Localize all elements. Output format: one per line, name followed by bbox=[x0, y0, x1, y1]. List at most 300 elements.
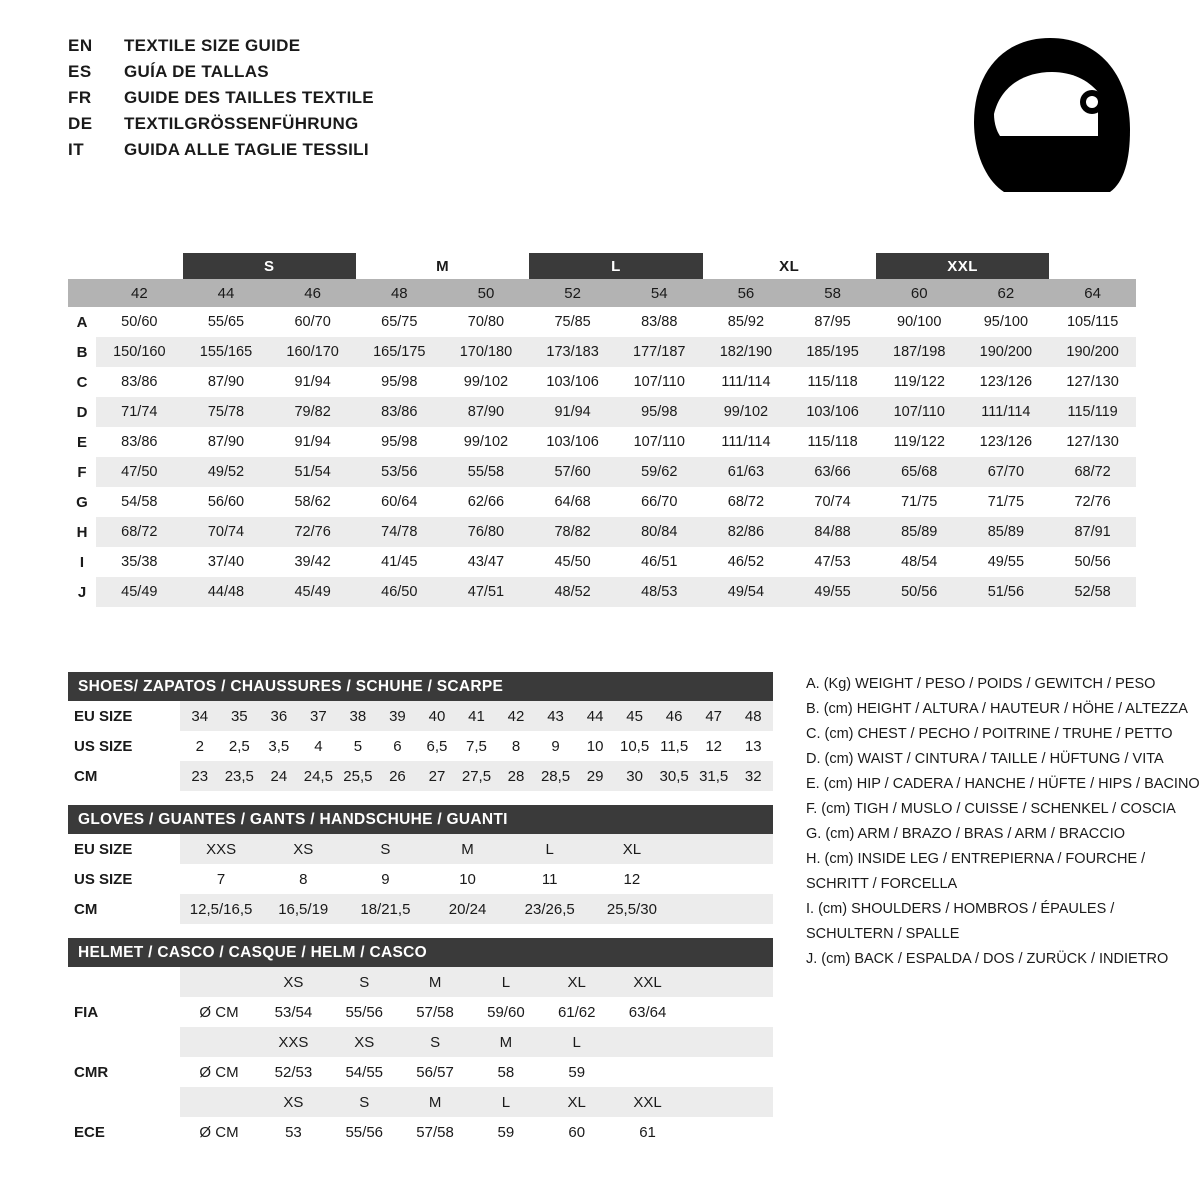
size-cell: 50 bbox=[443, 279, 530, 307]
value-cell-empty bbox=[683, 1027, 773, 1057]
row-label: ECE bbox=[68, 1117, 180, 1147]
empty-cell bbox=[68, 253, 96, 279]
group-cell-l: L bbox=[529, 253, 702, 279]
measure-cell: 119/122 bbox=[876, 427, 963, 457]
measure-cell: 63/66 bbox=[789, 457, 876, 487]
measure-cell: 127/130 bbox=[1049, 367, 1136, 397]
row-label: EU SIZE bbox=[68, 701, 180, 731]
measure-cell: 46/52 bbox=[703, 547, 790, 577]
size-header: S bbox=[400, 1027, 471, 1057]
value-cell: 6 bbox=[378, 731, 418, 761]
measure-cell: 87/90 bbox=[183, 427, 270, 457]
language-row bbox=[68, 36, 768, 62]
value-cell-empty bbox=[683, 997, 773, 1027]
table-row bbox=[68, 1117, 773, 1147]
value-cell: 8 bbox=[496, 731, 536, 761]
measure-cell: 190/200 bbox=[963, 337, 1050, 367]
table-row bbox=[68, 487, 1136, 517]
value-cell: 55/56 bbox=[329, 997, 400, 1027]
measure-cell: 115/119 bbox=[1049, 397, 1136, 427]
legend-entry: B. (cm) HEIGHT / ALTURA / HAUTEUR / HÖHE / ALTEZZA bbox=[806, 701, 1188, 717]
value-cell: 47 bbox=[694, 701, 734, 731]
size-cell: 44 bbox=[183, 279, 270, 307]
measure-cell: 107/110 bbox=[876, 397, 963, 427]
value-cell: 29 bbox=[575, 761, 615, 791]
measure-cell: 190/200 bbox=[1049, 337, 1136, 367]
value-cell: 44 bbox=[575, 701, 615, 731]
table-row bbox=[68, 864, 773, 894]
size-header: L bbox=[470, 967, 541, 997]
measure-cell: 95/98 bbox=[356, 367, 443, 397]
value-cell: 30 bbox=[615, 761, 655, 791]
measure-cell: 45/49 bbox=[96, 577, 183, 607]
size-header bbox=[612, 1027, 683, 1057]
measure-cell: 55/65 bbox=[183, 307, 270, 337]
value-cell: 12,5/16,5 bbox=[180, 894, 262, 924]
table-row bbox=[68, 761, 773, 791]
row-label: EU SIZE bbox=[68, 834, 180, 864]
measure-cell: 177/187 bbox=[616, 337, 703, 367]
size-group-row bbox=[68, 253, 1136, 279]
value-cell: 31,5 bbox=[694, 761, 734, 791]
table-row bbox=[68, 307, 1136, 337]
value-cell bbox=[612, 1057, 683, 1087]
value-cell: 7,5 bbox=[457, 731, 497, 761]
measure-cell: 95/98 bbox=[616, 397, 703, 427]
language-row bbox=[68, 88, 768, 114]
language-title: GUIDE DES TAILLES TEXTILE bbox=[124, 88, 374, 107]
measure-cell: 127/130 bbox=[1049, 427, 1136, 457]
language-title: TEXTILE SIZE GUIDE bbox=[124, 36, 301, 55]
unit-header bbox=[180, 1027, 258, 1057]
measure-cell: 49/54 bbox=[703, 577, 790, 607]
size-header: L bbox=[541, 1027, 612, 1057]
table-row bbox=[68, 427, 1136, 457]
row-label-empty bbox=[68, 1087, 180, 1117]
value-cell: 43 bbox=[536, 701, 576, 731]
row-letter: A bbox=[68, 307, 96, 337]
size-cell: 54 bbox=[616, 279, 703, 307]
measure-cell: 49/55 bbox=[963, 547, 1050, 577]
measure-cell: 39/42 bbox=[269, 547, 356, 577]
table-row bbox=[68, 701, 773, 731]
measure-cell: 46/51 bbox=[616, 547, 703, 577]
language-code: ES bbox=[68, 62, 92, 81]
value-cell: 28 bbox=[496, 761, 536, 791]
gloves-table bbox=[68, 805, 773, 924]
measure-cell: 53/56 bbox=[356, 457, 443, 487]
group-cell-xxl: XXL bbox=[876, 253, 1049, 279]
measure-cell: 84/88 bbox=[789, 517, 876, 547]
measure-cell: 55/58 bbox=[443, 457, 530, 487]
measure-cell: 66/70 bbox=[616, 487, 703, 517]
language-code: IT bbox=[68, 140, 85, 159]
value-cell: 18/21,5 bbox=[344, 894, 426, 924]
gloves-title-row bbox=[68, 805, 773, 834]
measure-cell: 82/86 bbox=[703, 517, 790, 547]
table-row bbox=[68, 367, 1136, 397]
size-header: S bbox=[329, 967, 400, 997]
measure-cell: 59/62 bbox=[616, 457, 703, 487]
measure-cell: 119/122 bbox=[876, 367, 963, 397]
value-cell: XS bbox=[262, 834, 344, 864]
value-cell: 12 bbox=[591, 864, 673, 894]
measure-cell: 78/82 bbox=[529, 517, 616, 547]
value-cell: 46 bbox=[654, 701, 694, 731]
measure-cell: 70/74 bbox=[789, 487, 876, 517]
value-cell: XXS bbox=[180, 834, 262, 864]
size-header: XXL bbox=[612, 1087, 683, 1117]
size-number-row bbox=[68, 279, 1136, 307]
row-label: CMR bbox=[68, 1057, 180, 1087]
value-cell-empty bbox=[683, 967, 773, 997]
value-cell: 60 bbox=[541, 1117, 612, 1147]
helmet-title: HELMET / CASCO / CASQUE / HELM / CASCO bbox=[68, 938, 773, 967]
table-row bbox=[68, 834, 773, 864]
measure-cell: 71/74 bbox=[96, 397, 183, 427]
table-row bbox=[68, 894, 773, 924]
value-cell: 45 bbox=[615, 701, 655, 731]
value-cell: 35 bbox=[220, 701, 260, 731]
measure-cell: 111/114 bbox=[703, 367, 790, 397]
racing-helmet-icon bbox=[960, 30, 1140, 210]
row-label-empty bbox=[68, 967, 180, 997]
measure-cell: 70/74 bbox=[183, 517, 270, 547]
value-cell: 2 bbox=[180, 731, 220, 761]
measure-cell: 85/92 bbox=[703, 307, 790, 337]
legend-entry: G. (cm) ARM / BRAZO / BRAS / ARM / BRACCIO bbox=[806, 826, 1126, 842]
value-cell: 52/53 bbox=[258, 1057, 329, 1087]
row-letter: F bbox=[68, 457, 96, 487]
measure-cell: 185/195 bbox=[789, 337, 876, 367]
measure-cell: 80/84 bbox=[616, 517, 703, 547]
measure-cell: 64/68 bbox=[529, 487, 616, 517]
value-cell: 37 bbox=[299, 701, 339, 731]
measure-cell: 44/48 bbox=[183, 577, 270, 607]
value-cell: 7 bbox=[180, 864, 262, 894]
size-cell: 56 bbox=[703, 279, 790, 307]
value-cell: 26 bbox=[378, 761, 418, 791]
value-cell: 25,5 bbox=[338, 761, 378, 791]
measure-cell: 47/53 bbox=[789, 547, 876, 577]
shoes-title: SHOES/ ZAPATOS / CHAUSSURES / SCHUHE / SCARPE bbox=[68, 672, 773, 701]
table-row bbox=[68, 997, 773, 1027]
measure-cell: 48/53 bbox=[616, 577, 703, 607]
measure-cell: 47/50 bbox=[96, 457, 183, 487]
row-letter: C bbox=[68, 367, 96, 397]
measure-cell: 65/68 bbox=[876, 457, 963, 487]
row-letter: I bbox=[68, 547, 96, 577]
unit-cell: Ø CM bbox=[180, 1057, 258, 1087]
row-label: US SIZE bbox=[68, 864, 180, 894]
measure-cell: 95/100 bbox=[963, 307, 1050, 337]
table-row bbox=[68, 517, 1136, 547]
measure-cell: 187/198 bbox=[876, 337, 963, 367]
size-header: XXL bbox=[612, 967, 683, 997]
measure-cell: 54/58 bbox=[96, 487, 183, 517]
size-header: M bbox=[470, 1027, 541, 1057]
unit-cell: Ø CM bbox=[180, 1117, 258, 1147]
measure-cell: 90/100 bbox=[876, 307, 963, 337]
measure-cell: 65/75 bbox=[356, 307, 443, 337]
measure-cell: 107/110 bbox=[616, 427, 703, 457]
helmet-header-row-ece bbox=[68, 1087, 773, 1117]
table-row bbox=[68, 547, 1136, 577]
measure-cell: 75/78 bbox=[183, 397, 270, 427]
measure-cell: 99/102 bbox=[443, 367, 530, 397]
measure-cell: 43/47 bbox=[443, 547, 530, 577]
size-header: XL bbox=[541, 1087, 612, 1117]
value-cell: 61 bbox=[612, 1117, 683, 1147]
value-cell-empty bbox=[673, 894, 773, 924]
size-header: XS bbox=[258, 1087, 329, 1117]
language-code: EN bbox=[68, 36, 93, 55]
value-cell: 12 bbox=[694, 731, 734, 761]
value-cell: 34 bbox=[180, 701, 220, 731]
value-cell: 27,5 bbox=[457, 761, 497, 791]
value-cell: 59/60 bbox=[470, 997, 541, 1027]
table-row bbox=[68, 337, 1136, 367]
group-cell-empty-left bbox=[96, 253, 183, 279]
value-cell: 24,5 bbox=[299, 761, 339, 791]
legend-entry-cont: SCHULTERN / SPALLE bbox=[806, 926, 960, 942]
value-cell: 23,5 bbox=[220, 761, 260, 791]
size-cell: 60 bbox=[876, 279, 963, 307]
value-cell: 53/54 bbox=[258, 997, 329, 1027]
lower-section bbox=[68, 672, 788, 1147]
measure-cell: 60/64 bbox=[356, 487, 443, 517]
measure-cell: 74/78 bbox=[356, 517, 443, 547]
language-title: GUÍA DE TALLAS bbox=[124, 62, 269, 81]
group-cell-empty-right bbox=[1049, 253, 1136, 279]
value-cell: 36 bbox=[259, 701, 299, 731]
row-label: CM bbox=[68, 761, 180, 791]
value-cell: 27 bbox=[417, 761, 457, 791]
size-cell: 62 bbox=[963, 279, 1050, 307]
measure-cell: 170/180 bbox=[443, 337, 530, 367]
measure-cell: 155/165 bbox=[183, 337, 270, 367]
measure-cell: 52/58 bbox=[1049, 577, 1136, 607]
row-letter: E bbox=[68, 427, 96, 457]
measure-cell: 123/126 bbox=[963, 427, 1050, 457]
measure-cell: 71/75 bbox=[963, 487, 1050, 517]
value-cell-empty bbox=[673, 864, 773, 894]
measure-cell: 111/114 bbox=[963, 397, 1050, 427]
measure-cell: 150/160 bbox=[96, 337, 183, 367]
row-label: US SIZE bbox=[68, 731, 180, 761]
value-cell: 10 bbox=[575, 731, 615, 761]
table-row bbox=[68, 731, 773, 761]
unit-header bbox=[180, 967, 258, 997]
table-row bbox=[68, 1057, 773, 1087]
measure-cell: 123/126 bbox=[963, 367, 1050, 397]
value-cell: 59 bbox=[541, 1057, 612, 1087]
value-cell: 23 bbox=[180, 761, 220, 791]
value-cell-empty bbox=[673, 834, 773, 864]
language-title: TEXTILGRÖSSENFÜHRUNG bbox=[124, 114, 359, 133]
value-cell: 11,5 bbox=[654, 731, 694, 761]
legend-entry: F. (cm) TIGH / MUSLO / CUISSE / SCHENKEL / COSCIA bbox=[806, 801, 1176, 817]
measure-cell: 99/102 bbox=[443, 427, 530, 457]
empty-cell bbox=[68, 279, 96, 307]
value-cell: 38 bbox=[338, 701, 378, 731]
group-cell-m: M bbox=[436, 257, 450, 275]
legend-entry: J. (cm) BACK / ESPALDA / DOS / ZURÜCK / INDIETRO bbox=[806, 951, 1169, 967]
legend-entry: D. (cm) WAIST / CINTURA / TAILLE / HÜFTUNG / VITA bbox=[806, 751, 1164, 767]
measure-cell: 72/76 bbox=[269, 517, 356, 547]
value-cell: 11 bbox=[509, 864, 591, 894]
legend-entry: I. (cm) SHOULDERS / HOMBROS / ÉPAULES / bbox=[806, 901, 1115, 917]
size-header: M bbox=[400, 1087, 471, 1117]
value-cell: 55/56 bbox=[329, 1117, 400, 1147]
measure-cell: 50/60 bbox=[96, 307, 183, 337]
measure-cell: 37/40 bbox=[183, 547, 270, 577]
value-cell: 56/57 bbox=[400, 1057, 471, 1087]
measure-cell: 87/90 bbox=[183, 367, 270, 397]
language-title: GUIDA ALLE TAGLIE TESSILI bbox=[124, 140, 369, 159]
size-header: XS bbox=[258, 967, 329, 997]
value-cell: 20/24 bbox=[426, 894, 508, 924]
measure-cell: 45/50 bbox=[529, 547, 616, 577]
measure-cell: 91/94 bbox=[529, 397, 616, 427]
measure-cell: 79/82 bbox=[269, 397, 356, 427]
measure-cell: 70/80 bbox=[443, 307, 530, 337]
row-label-empty bbox=[68, 1027, 180, 1057]
value-cell: 6,5 bbox=[417, 731, 457, 761]
value-cell: 54/55 bbox=[329, 1057, 400, 1087]
value-cell: 40 bbox=[417, 701, 457, 731]
measure-cell: 99/102 bbox=[703, 397, 790, 427]
size-cell: 46 bbox=[269, 279, 356, 307]
measure-cell: 115/118 bbox=[789, 427, 876, 457]
size-header: S bbox=[329, 1087, 400, 1117]
row-label: FIA bbox=[68, 997, 180, 1027]
value-cell: 28,5 bbox=[536, 761, 576, 791]
table-row bbox=[68, 457, 1136, 487]
measure-cell: 83/86 bbox=[96, 367, 183, 397]
value-cell: 48 bbox=[733, 701, 773, 731]
value-cell: 42 bbox=[496, 701, 536, 731]
measure-cell: 51/54 bbox=[269, 457, 356, 487]
measure-cell: 58/62 bbox=[269, 487, 356, 517]
helmet-title-row bbox=[68, 938, 773, 967]
language-row bbox=[68, 62, 768, 88]
size-header: M bbox=[400, 967, 471, 997]
value-cell: 2,5 bbox=[220, 731, 260, 761]
measure-cell: 68/72 bbox=[96, 517, 183, 547]
measure-cell: 57/60 bbox=[529, 457, 616, 487]
value-cell: L bbox=[509, 834, 591, 864]
measure-cell: 47/51 bbox=[443, 577, 530, 607]
language-code: FR bbox=[68, 88, 92, 107]
measure-cell: 41/45 bbox=[356, 547, 443, 577]
value-cell-empty bbox=[683, 1057, 773, 1087]
value-cell: 58 bbox=[470, 1057, 541, 1087]
measure-cell: 95/98 bbox=[356, 427, 443, 457]
measure-cell: 56/60 bbox=[183, 487, 270, 517]
value-cell: 53 bbox=[258, 1117, 329, 1147]
table-row bbox=[68, 397, 1136, 427]
value-cell: 3,5 bbox=[259, 731, 299, 761]
table-row bbox=[68, 577, 1136, 607]
value-cell: 5 bbox=[338, 731, 378, 761]
measure-cell: 35/38 bbox=[96, 547, 183, 577]
measure-cell: 83/86 bbox=[96, 427, 183, 457]
value-cell: 57/58 bbox=[400, 1117, 471, 1147]
legend-entry: C. (cm) CHEST / PECHO / POITRINE / TRUHE / PETTO bbox=[806, 726, 1173, 742]
measure-cell: 85/89 bbox=[963, 517, 1050, 547]
measure-cell: 165/175 bbox=[356, 337, 443, 367]
measure-cell: 50/56 bbox=[1049, 547, 1136, 577]
measure-cell: 83/88 bbox=[616, 307, 703, 337]
measure-cell: 61/63 bbox=[703, 457, 790, 487]
measure-cell: 87/95 bbox=[789, 307, 876, 337]
value-cell: XL bbox=[591, 834, 673, 864]
measure-cell: 83/86 bbox=[356, 397, 443, 427]
measure-cell: 48/52 bbox=[529, 577, 616, 607]
size-cell: 58 bbox=[789, 279, 876, 307]
row-letter: D bbox=[68, 397, 96, 427]
size-cell: 52 bbox=[529, 279, 616, 307]
size-header: L bbox=[470, 1087, 541, 1117]
measure-cell: 67/70 bbox=[963, 457, 1050, 487]
measure-cell: 71/75 bbox=[876, 487, 963, 517]
value-cell: 63/64 bbox=[612, 997, 683, 1027]
measure-cell: 107/110 bbox=[616, 367, 703, 397]
row-label: CM bbox=[68, 894, 180, 924]
measure-cell: 103/106 bbox=[529, 367, 616, 397]
value-cell: 57/58 bbox=[400, 997, 471, 1027]
size-header: XS bbox=[329, 1027, 400, 1057]
measure-cell: 103/106 bbox=[529, 427, 616, 457]
value-cell-empty bbox=[683, 1087, 773, 1117]
measure-cell: 105/115 bbox=[1049, 307, 1136, 337]
size-cell: 42 bbox=[96, 279, 183, 307]
measure-cell: 87/91 bbox=[1049, 517, 1136, 547]
row-letter: J bbox=[68, 577, 96, 607]
legend-entry-cont: SCHRITT / FORCELLA bbox=[806, 876, 958, 892]
value-cell: 23/26,5 bbox=[509, 894, 591, 924]
measure-cell: 45/49 bbox=[269, 577, 356, 607]
section-spacer bbox=[68, 924, 788, 938]
value-cell: 16,5/19 bbox=[262, 894, 344, 924]
row-letter: B bbox=[68, 337, 96, 367]
value-cell-empty bbox=[683, 1117, 773, 1147]
gloves-title: GLOVES / GUANTES / GANTS / HANDSCHUHE / GUANTI bbox=[68, 805, 773, 834]
measure-cell: 49/52 bbox=[183, 457, 270, 487]
measurement-legend bbox=[806, 672, 1200, 972]
row-letter: G bbox=[68, 487, 96, 517]
measure-cell: 68/72 bbox=[1049, 457, 1136, 487]
measure-cell: 91/94 bbox=[269, 367, 356, 397]
group-cell-xl: XL bbox=[779, 257, 800, 275]
measure-cell: 72/76 bbox=[1049, 487, 1136, 517]
value-cell: 4 bbox=[299, 731, 339, 761]
header bbox=[68, 36, 768, 166]
measure-cell: 49/55 bbox=[789, 577, 876, 607]
main-size-table bbox=[68, 253, 1136, 607]
value-cell: 10,5 bbox=[615, 731, 655, 761]
size-cell: 48 bbox=[356, 279, 443, 307]
section-spacer bbox=[68, 791, 788, 805]
measure-cell: 76/80 bbox=[443, 517, 530, 547]
measure-cell: 50/56 bbox=[876, 577, 963, 607]
size-header: XXS bbox=[258, 1027, 329, 1057]
measure-cell: 160/170 bbox=[269, 337, 356, 367]
measure-cell: 75/85 bbox=[529, 307, 616, 337]
value-cell: M bbox=[426, 834, 508, 864]
value-cell: 9 bbox=[536, 731, 576, 761]
